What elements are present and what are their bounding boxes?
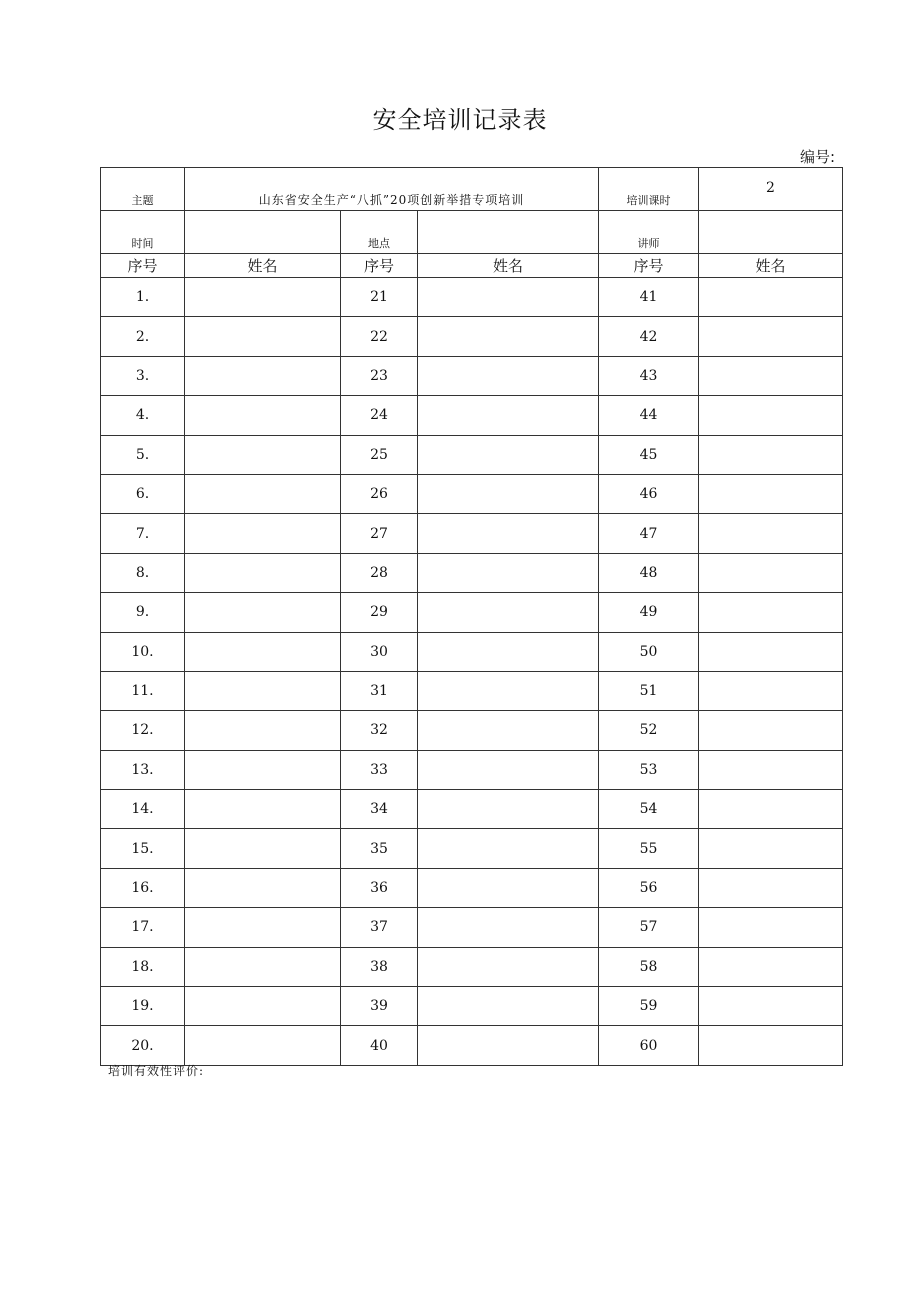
name-cell[interactable] — [418, 790, 599, 829]
table-row — [101, 711, 843, 750]
table-row — [101, 593, 843, 632]
table-row — [101, 474, 843, 513]
table-row — [101, 750, 843, 789]
seq-cell: 3. — [101, 356, 185, 395]
name-cell[interactable] — [699, 908, 843, 947]
name-cell[interactable] — [418, 396, 599, 435]
name-cell[interactable] — [185, 356, 341, 395]
name-cell[interactable] — [185, 317, 341, 356]
seq-cell: 41 — [599, 278, 699, 317]
name-cell[interactable] — [699, 278, 843, 317]
seq-cell: 13. — [101, 750, 185, 789]
name-cell[interactable] — [699, 514, 843, 553]
seq-cell: 14. — [101, 790, 185, 829]
name-cell[interactable] — [185, 829, 341, 868]
seq-cell: 2. — [101, 317, 185, 356]
seq-cell: 46 — [599, 474, 699, 513]
name-header-2: 姓名 — [418, 254, 599, 278]
name-cell[interactable] — [185, 1026, 341, 1065]
name-cell[interactable] — [418, 868, 599, 907]
name-cell[interactable] — [418, 947, 599, 986]
seq-cell: 54 — [599, 790, 699, 829]
seq-cell: 55 — [599, 829, 699, 868]
name-cell[interactable] — [699, 671, 843, 710]
table-row — [101, 396, 843, 435]
serial-number-label: 编号: — [800, 148, 836, 166]
name-cell[interactable] — [418, 632, 599, 671]
name-cell[interactable] — [418, 553, 599, 592]
seq-cell: 45 — [599, 435, 699, 474]
table-row — [101, 790, 843, 829]
place-value[interactable] — [418, 211, 599, 254]
name-cell[interactable] — [418, 829, 599, 868]
hours-label: 培训课时 — [599, 168, 699, 211]
name-cell[interactable] — [185, 632, 341, 671]
name-cell[interactable] — [185, 514, 341, 553]
name-cell[interactable] — [185, 474, 341, 513]
lecturer-label: 讲师 — [599, 211, 699, 254]
name-cell[interactable] — [185, 790, 341, 829]
name-cell[interactable] — [699, 396, 843, 435]
name-cell[interactable] — [699, 987, 843, 1026]
name-cell[interactable] — [185, 987, 341, 1026]
seq-cell: 7. — [101, 514, 185, 553]
column-header-row — [101, 254, 843, 278]
seq-cell: 11. — [101, 671, 185, 710]
seq-cell: 23 — [341, 356, 418, 395]
seq-cell: 9. — [101, 593, 185, 632]
seq-cell: 30 — [341, 632, 418, 671]
seq-cell: 5. — [101, 435, 185, 474]
seq-cell: 51 — [599, 671, 699, 710]
seq-cell: 12. — [101, 711, 185, 750]
seq-cell: 59 — [599, 987, 699, 1026]
name-cell[interactable] — [699, 632, 843, 671]
table-row — [101, 278, 843, 317]
name-cell[interactable] — [418, 593, 599, 632]
table-row — [101, 632, 843, 671]
name-cell[interactable] — [418, 317, 599, 356]
hours-value[interactable]: 2 — [699, 168, 843, 211]
name-cell[interactable] — [185, 593, 341, 632]
seq-cell: 47 — [599, 514, 699, 553]
name-cell[interactable] — [185, 947, 341, 986]
table-row — [101, 829, 843, 868]
seq-cell: 39 — [341, 987, 418, 1026]
page-title: 安全培训记录表 — [372, 106, 548, 134]
name-cell[interactable] — [699, 317, 843, 356]
seq-cell: 43 — [599, 356, 699, 395]
name-cell[interactable] — [185, 868, 341, 907]
name-cell[interactable] — [418, 1026, 599, 1065]
seq-cell: 29 — [341, 593, 418, 632]
name-cell[interactable] — [418, 278, 599, 317]
time-place-row — [101, 211, 843, 254]
seq-header-2: 序号 — [341, 254, 418, 278]
seq-cell: 1. — [101, 278, 185, 317]
name-cell[interactable] — [418, 987, 599, 1026]
seq-cell: 48 — [599, 553, 699, 592]
seq-cell: 49 — [599, 593, 699, 632]
topic-value[interactable]: 山东省安全生产“八抓”20项创新举措专项培训 — [185, 168, 599, 211]
name-cell[interactable] — [185, 396, 341, 435]
seq-cell: 8. — [101, 553, 185, 592]
seq-cell: 4. — [101, 396, 185, 435]
seq-cell: 18. — [101, 947, 185, 986]
name-cell[interactable] — [699, 593, 843, 632]
name-cell[interactable] — [185, 750, 341, 789]
seq-cell: 20. — [101, 1026, 185, 1065]
seq-cell: 34 — [341, 790, 418, 829]
name-cell[interactable] — [699, 829, 843, 868]
name-cell[interactable] — [418, 356, 599, 395]
seq-cell: 32 — [341, 711, 418, 750]
table-row — [101, 514, 843, 553]
seq-cell: 31 — [341, 671, 418, 710]
seq-cell: 50 — [599, 632, 699, 671]
seq-cell: 33 — [341, 750, 418, 789]
seq-cell: 56 — [599, 868, 699, 907]
name-cell[interactable] — [185, 435, 341, 474]
name-cell[interactable] — [699, 947, 843, 986]
name-cell[interactable] — [699, 868, 843, 907]
place-label: 地点 — [341, 211, 418, 254]
topic-label: 主题 — [101, 168, 185, 211]
name-cell[interactable] — [699, 356, 843, 395]
evaluation-label: 培训有效性评价: — [108, 1064, 205, 1078]
table-row — [101, 435, 843, 474]
seq-cell: 40 — [341, 1026, 418, 1065]
name-cell[interactable] — [699, 790, 843, 829]
name-header-3: 姓名 — [699, 254, 843, 278]
seq-cell: 35 — [341, 829, 418, 868]
name-cell[interactable] — [185, 553, 341, 592]
seq-cell: 37 — [341, 908, 418, 947]
seq-cell: 42 — [599, 317, 699, 356]
time-value[interactable] — [185, 211, 341, 254]
seq-header-3: 序号 — [599, 254, 699, 278]
name-cell[interactable] — [699, 711, 843, 750]
seq-cell: 19. — [101, 987, 185, 1026]
table-row — [101, 317, 843, 356]
name-cell[interactable] — [699, 750, 843, 789]
name-cell[interactable] — [418, 671, 599, 710]
seq-cell: 58 — [599, 947, 699, 986]
seq-cell: 16. — [101, 868, 185, 907]
seq-cell: 26 — [341, 474, 418, 513]
name-cell[interactable] — [699, 1026, 843, 1065]
table-row — [101, 947, 843, 986]
name-cell[interactable] — [418, 474, 599, 513]
seq-cell: 60 — [599, 1026, 699, 1065]
lecturer-value[interactable] — [699, 211, 843, 254]
seq-cell: 57 — [599, 908, 699, 947]
name-cell[interactable] — [185, 908, 341, 947]
seq-cell: 38 — [341, 947, 418, 986]
name-cell[interactable] — [418, 750, 599, 789]
seq-cell: 52 — [599, 711, 699, 750]
training-record-table — [100, 167, 843, 1066]
name-cell[interactable] — [418, 435, 599, 474]
name-cell[interactable] — [185, 711, 341, 750]
seq-cell: 6. — [101, 474, 185, 513]
name-cell[interactable] — [699, 553, 843, 592]
name-cell[interactable] — [699, 474, 843, 513]
table-row — [101, 356, 843, 395]
seq-cell: 25 — [341, 435, 418, 474]
time-label: 时间 — [101, 211, 185, 254]
table-row — [101, 987, 843, 1026]
table-row — [101, 908, 843, 947]
name-cell[interactable] — [418, 711, 599, 750]
seq-cell: 44 — [599, 396, 699, 435]
name-cell[interactable] — [185, 278, 341, 317]
name-cell[interactable] — [418, 908, 599, 947]
name-cell[interactable] — [418, 514, 599, 553]
seq-cell: 53 — [599, 750, 699, 789]
name-cell[interactable] — [699, 435, 843, 474]
seq-cell: 10. — [101, 632, 185, 671]
table-row — [101, 671, 843, 710]
seq-header-1: 序号 — [101, 254, 185, 278]
table-row — [101, 553, 843, 592]
topic-row — [101, 168, 843, 211]
seq-cell: 27 — [341, 514, 418, 553]
name-header-1: 姓名 — [185, 254, 341, 278]
seq-cell: 36 — [341, 868, 418, 907]
seq-cell: 15. — [101, 829, 185, 868]
seq-cell: 24 — [341, 396, 418, 435]
table-row — [101, 868, 843, 907]
seq-cell: 21 — [341, 278, 418, 317]
table-row — [101, 1026, 843, 1065]
name-cell[interactable] — [185, 671, 341, 710]
seq-cell: 28 — [341, 553, 418, 592]
seq-cell: 22 — [341, 317, 418, 356]
seq-cell: 17. — [101, 908, 185, 947]
